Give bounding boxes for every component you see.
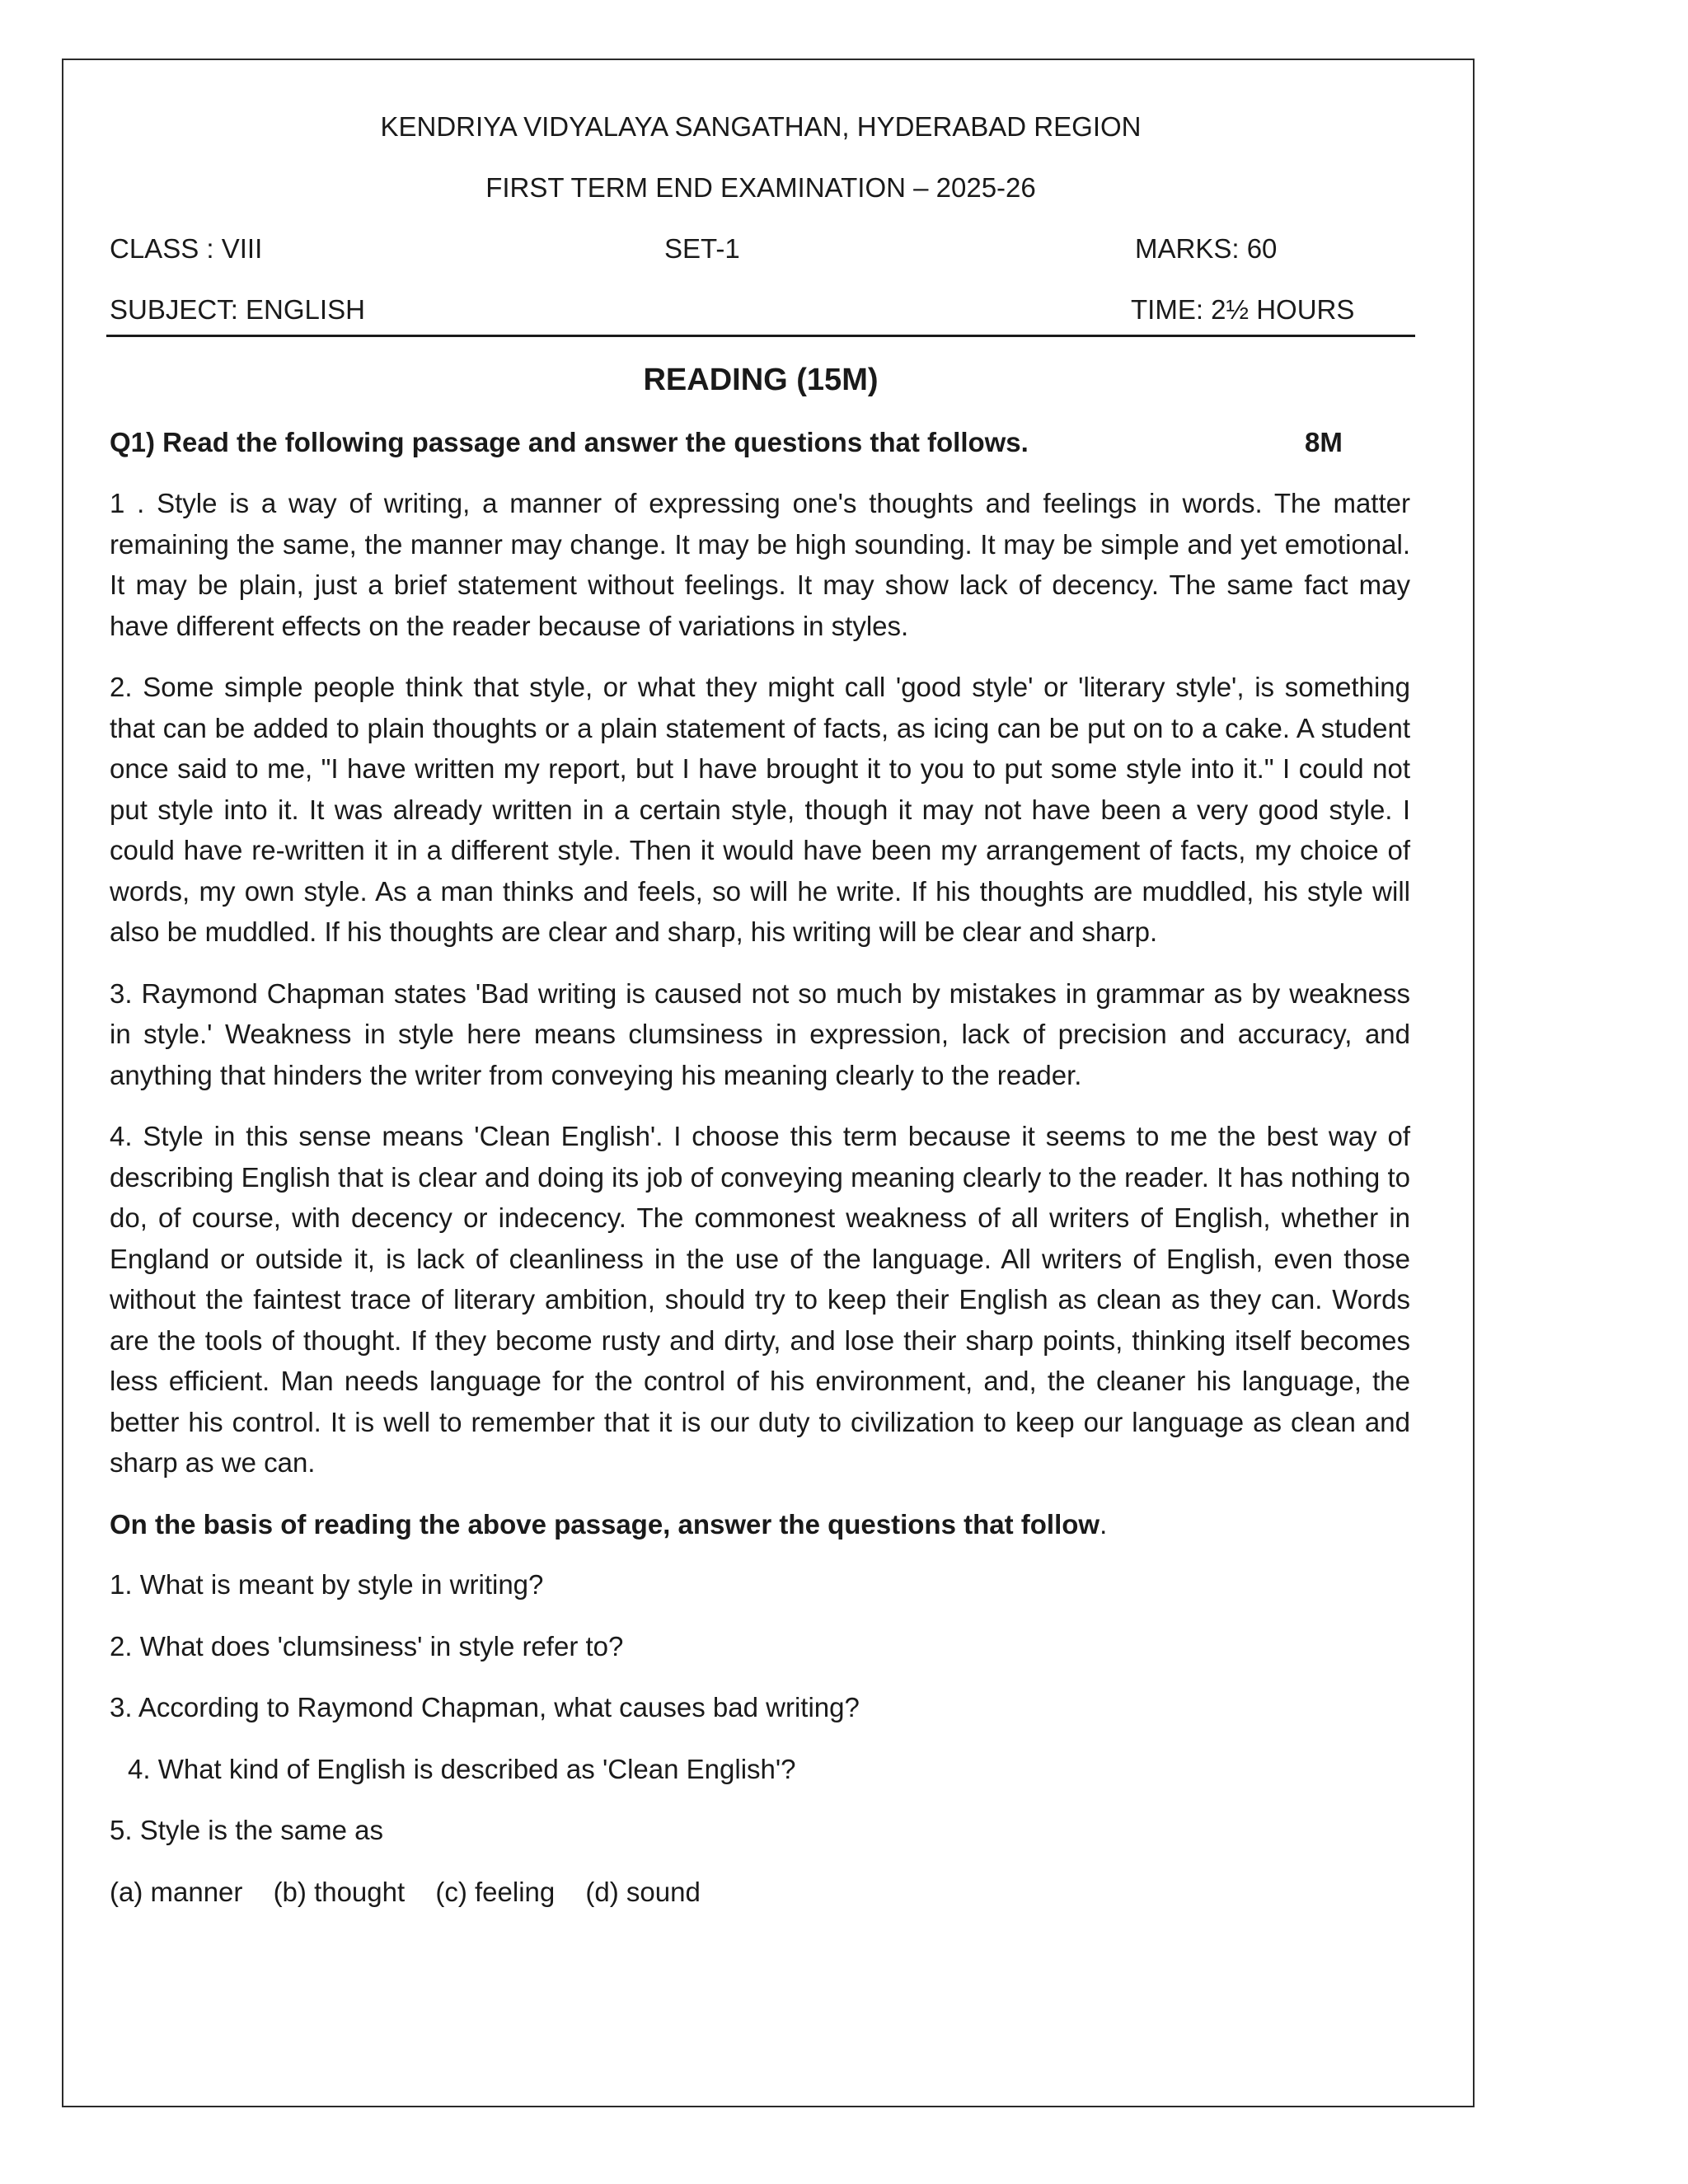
passage-paragraph-2: 2. Some simple people think that style, or what they might call 'good style' or 'literary style', is something that can be added to plain thoughts or a plain statement of facts, as icing can be put on to a cake. A student once said to me, "I have written my report, but I have brought it to you to put some style into it." I could not put style into it. It was already written in a certain style, though it may not have been a very good style. I could have re-written it in a different style. Then it would have been my arrangement of facts, my choice of words, my own style. As a man thinks and feels, so will he write. If his thoughts are muddled, his style will also be muddled. If his thoughts are clear and sharp, his writing will be clear and sharp. <box>110 672 1410 947</box>
passage-paragraph-3: 3. Raymond Chapman states 'Bad writing is caused not so much by mistakes in grammar as by weakness in style.' Weakness in style here means clumsiness in expression, lack of precision and accuracy, and anything that hinders the writer from conveying his meaning clearly to the reader. <box>110 977 1410 1090</box>
sub-question-3: 3. According to Raymond Chapman, what causes bad writing? <box>110 1692 860 1722</box>
organization-title: KENDRIYA VIDYALAYA SANGATHAN, HYDERABAD REGION <box>380 111 1142 142</box>
passage-paragraph-4: 4. Style in this sense means 'Clean English'. I choose this term because it seems to me the best way of describing English that is clear and doing its job of conveying meaning clearly to the reader. It has nothing to do, of course, with decency or indecency. The commonest weakness of all writers of English, whether in England or outside it, is lack of cleanliness in the use of the language. All writers of English, even those without the faintest trace of literary ambition, should try to keep their English as clean as they can. Words are the tools of thought. If they become rusty and dirty, and lose their sharp points, thinking itself becomes less efficient. Man needs language for the control of his environment, and, the cleaner his language, the better his control. It is well to remember that it is our duty to civilization to keep our language as clean and sharp as we can. <box>110 1121 1410 1478</box>
subject-label: SUBJECT: ENGLISH <box>110 294 365 325</box>
set-label: SET-1 <box>664 233 740 264</box>
instruction-period: . <box>1100 1508 1108 1540</box>
exam-title: FIRST TERM END EXAMINATION – 2025-26 <box>485 172 1036 203</box>
class-label: CLASS : VIII <box>110 233 263 264</box>
class-row <box>110 227 1412 270</box>
sub-question-2: 2. What does 'clumsiness' in style refer to? <box>110 1630 624 1661</box>
sub-question-4: 4. What kind of English is described as 'Clean English'? <box>128 1753 796 1784</box>
option-d: (d) sound <box>585 1876 701 1907</box>
instruction <box>110 1504 1410 1545</box>
header-divider <box>106 335 1415 337</box>
option-c: (c) feeling <box>435 1876 556 1907</box>
exam-header <box>110 105 1412 331</box>
question-heading <box>110 422 1410 463</box>
question-1 <box>110 422 1410 1933</box>
question-marks: 8M <box>1305 427 1343 457</box>
subject-row <box>110 288 1412 331</box>
option-a: (a) manner <box>110 1876 243 1907</box>
passage-paragraph-1: 1 . Style is a way of writing, a manner of expressing one's thoughts and feelings in words. The matter remaining the same, the manner may change. It may be high sounding. It may be simple and yet emotional. It may be plain, just a brief statement without feelings. It may show lack of decency. The same fact may have different effects on the reader because of variations in styles. <box>110 488 1410 641</box>
section-title: READING (15M) <box>643 363 879 397</box>
sub-question-1: 1. What is meant by style in writing? <box>110 1569 544 1600</box>
time-label: TIME: 2½ HOURS <box>1131 294 1355 325</box>
instruction-text: On the basis of reading the above passage, answer the questions that follow <box>110 1508 1100 1540</box>
question-heading-text: Q1) Read the following passage and answer the questions that follows. <box>110 427 1029 457</box>
option-b: (b) thought <box>273 1876 406 1907</box>
sub-question-5: 5. Style is the same as <box>110 1815 383 1845</box>
marks-label: MARKS: 60 <box>1135 233 1278 264</box>
answer-options <box>110 1872 1410 1913</box>
